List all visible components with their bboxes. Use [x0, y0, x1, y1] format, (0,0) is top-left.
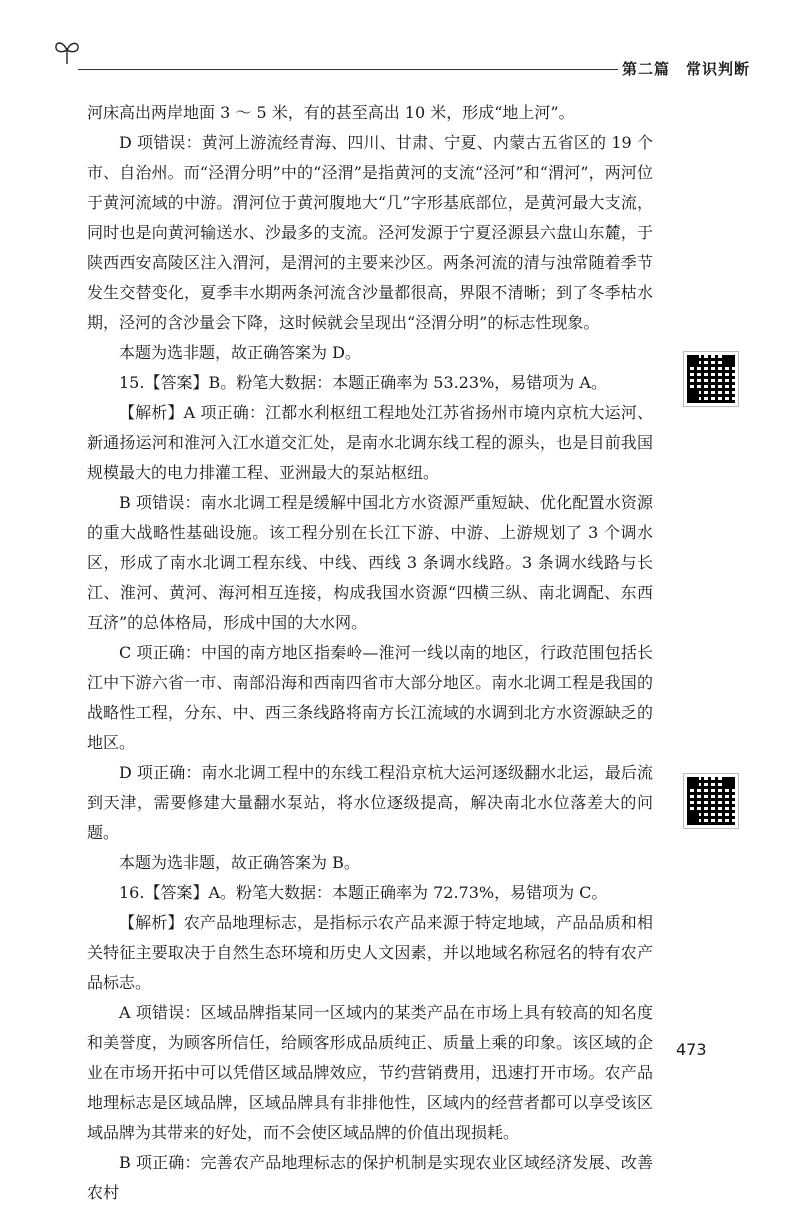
analysis-paragraph: 【解析】A 项正确：江都水利枢纽工程地处江苏省扬州市境内京杭大运河、新通扬运河和淮河入江水道交汇处，是南水北调东线工程的源头，也是目前我国规模最大的电力排灌工程、亚洲最大的泵站枢纽。: [87, 403, 653, 482]
paragraph: A 项错误：区域品牌指某同一区域内的某类产品在市场上具有较高的知名度和美誉度，为顾客所信任，给顾客形成品质纯正、质量上乘的印象。该区域的企业在市场开拓中可以凭借区域品牌效应，节约营销费用，迅速打开市场。农产品地理标志是区域品牌，区域品牌具有非排他性，区域内的经营者都可以享受该区域品牌为其带来的好处，而不会使区域品牌的价值出现损耗。: [87, 1003, 653, 1142]
body-text: [87, 98, 653, 1208]
paragraph: C 项正确：中国的南方地区指秦岭—淮河一线以南的地区，行政范围包括长江中下游六省一市、南部沿海和西南四省市大部分地区。南水北调工程是我国的战略性工程，分东、中、西三条线路将南方长江流域的水调到北方水资源缺乏的地区。: [87, 643, 653, 752]
paragraph: 本题为选非题，故正确答案为 B。: [119, 853, 360, 872]
paragraph: D 项正确：南水北调工程中的东线工程沿京杭大运河逐级翻水北运，最后流到天津，需要修建大量翻水泵站，将水位逐级提高，解决南北水位落差大的问题。: [87, 763, 653, 842]
paragraph: D 项错误：黄河上游流经青海、四川、甘肃、宁夏、内蒙古五省区的 19 个市、自治州。而“泾渭分明”中的“泾渭”是指黄河的支流“泾河”和“渭河”，两河位于黄河流域的中游。渭河位于黄河腹地大“几”字形基底部位，是黄河最大支流，同时也是向黄河输送水、沙最多的支流。泾河发源于宁夏泾源县六盘山东麓，于陕西西安高陵区注入渭河，是渭河的主要来沙区。两条河流的清与浊常随着季节发生交替变化，夏季丰水期两条河流含沙量都很高，界限不清晰；到了冬季枯水期，泾河的含沙量会下降，这时候就会呈现出“泾渭分明”的标志性现象。: [87, 133, 653, 332]
analysis-paragraph: 【解析】农产品地理标志，是指标示农产品来源于特定地域，产品品质和相关特征主要取决于自然生态环境和历史人文因素，并以地域名称冠名的特有农产品标志。: [87, 913, 653, 992]
sprout-icon: [52, 36, 82, 66]
section-title: 第二篇 常识判断: [622, 60, 751, 78]
paragraph: B 项正确：完善农产品地理标志的保护机制是实现农业区域经济发展、改善农村: [87, 1153, 653, 1202]
qr-code-icon[interactable]: [684, 774, 738, 828]
page-number: 473: [676, 1040, 707, 1059]
header-divider: [78, 69, 618, 70]
answer-line: 15.【答案】B。粉笔大数据：本题正确率为 53.23%，易错项为 A。: [119, 373, 607, 392]
paragraph: 本题为选非题，故正确答案为 D。: [119, 343, 361, 362]
qr-code-icon[interactable]: [684, 352, 738, 406]
answer-line: 16.【答案】A。粉笔大数据：本题正确率为 72.73%，易错项为 C。: [119, 883, 608, 902]
paragraph: B 项错误：南水北调工程是缓解中国北方水资源严重短缺、优化配置水资源的重大战略性基础设施。该工程分别在长江下游、中游、上游规划了 3 个调水区，形成了南水北调工程东线、中线、西线 3 条调水线路。3 条调水线路与长江、淮河、黄河、海河相互连接，构成我国水资源“四横三纵、南北调配、东西互济”的总体格局，形成中国的大水网。: [87, 493, 653, 632]
paragraph: 河床高出两岸地面 3 ～ 5 米，有的甚至高出 10 米，形成“地上河”。: [87, 103, 575, 122]
page-header: [0, 0, 800, 90]
